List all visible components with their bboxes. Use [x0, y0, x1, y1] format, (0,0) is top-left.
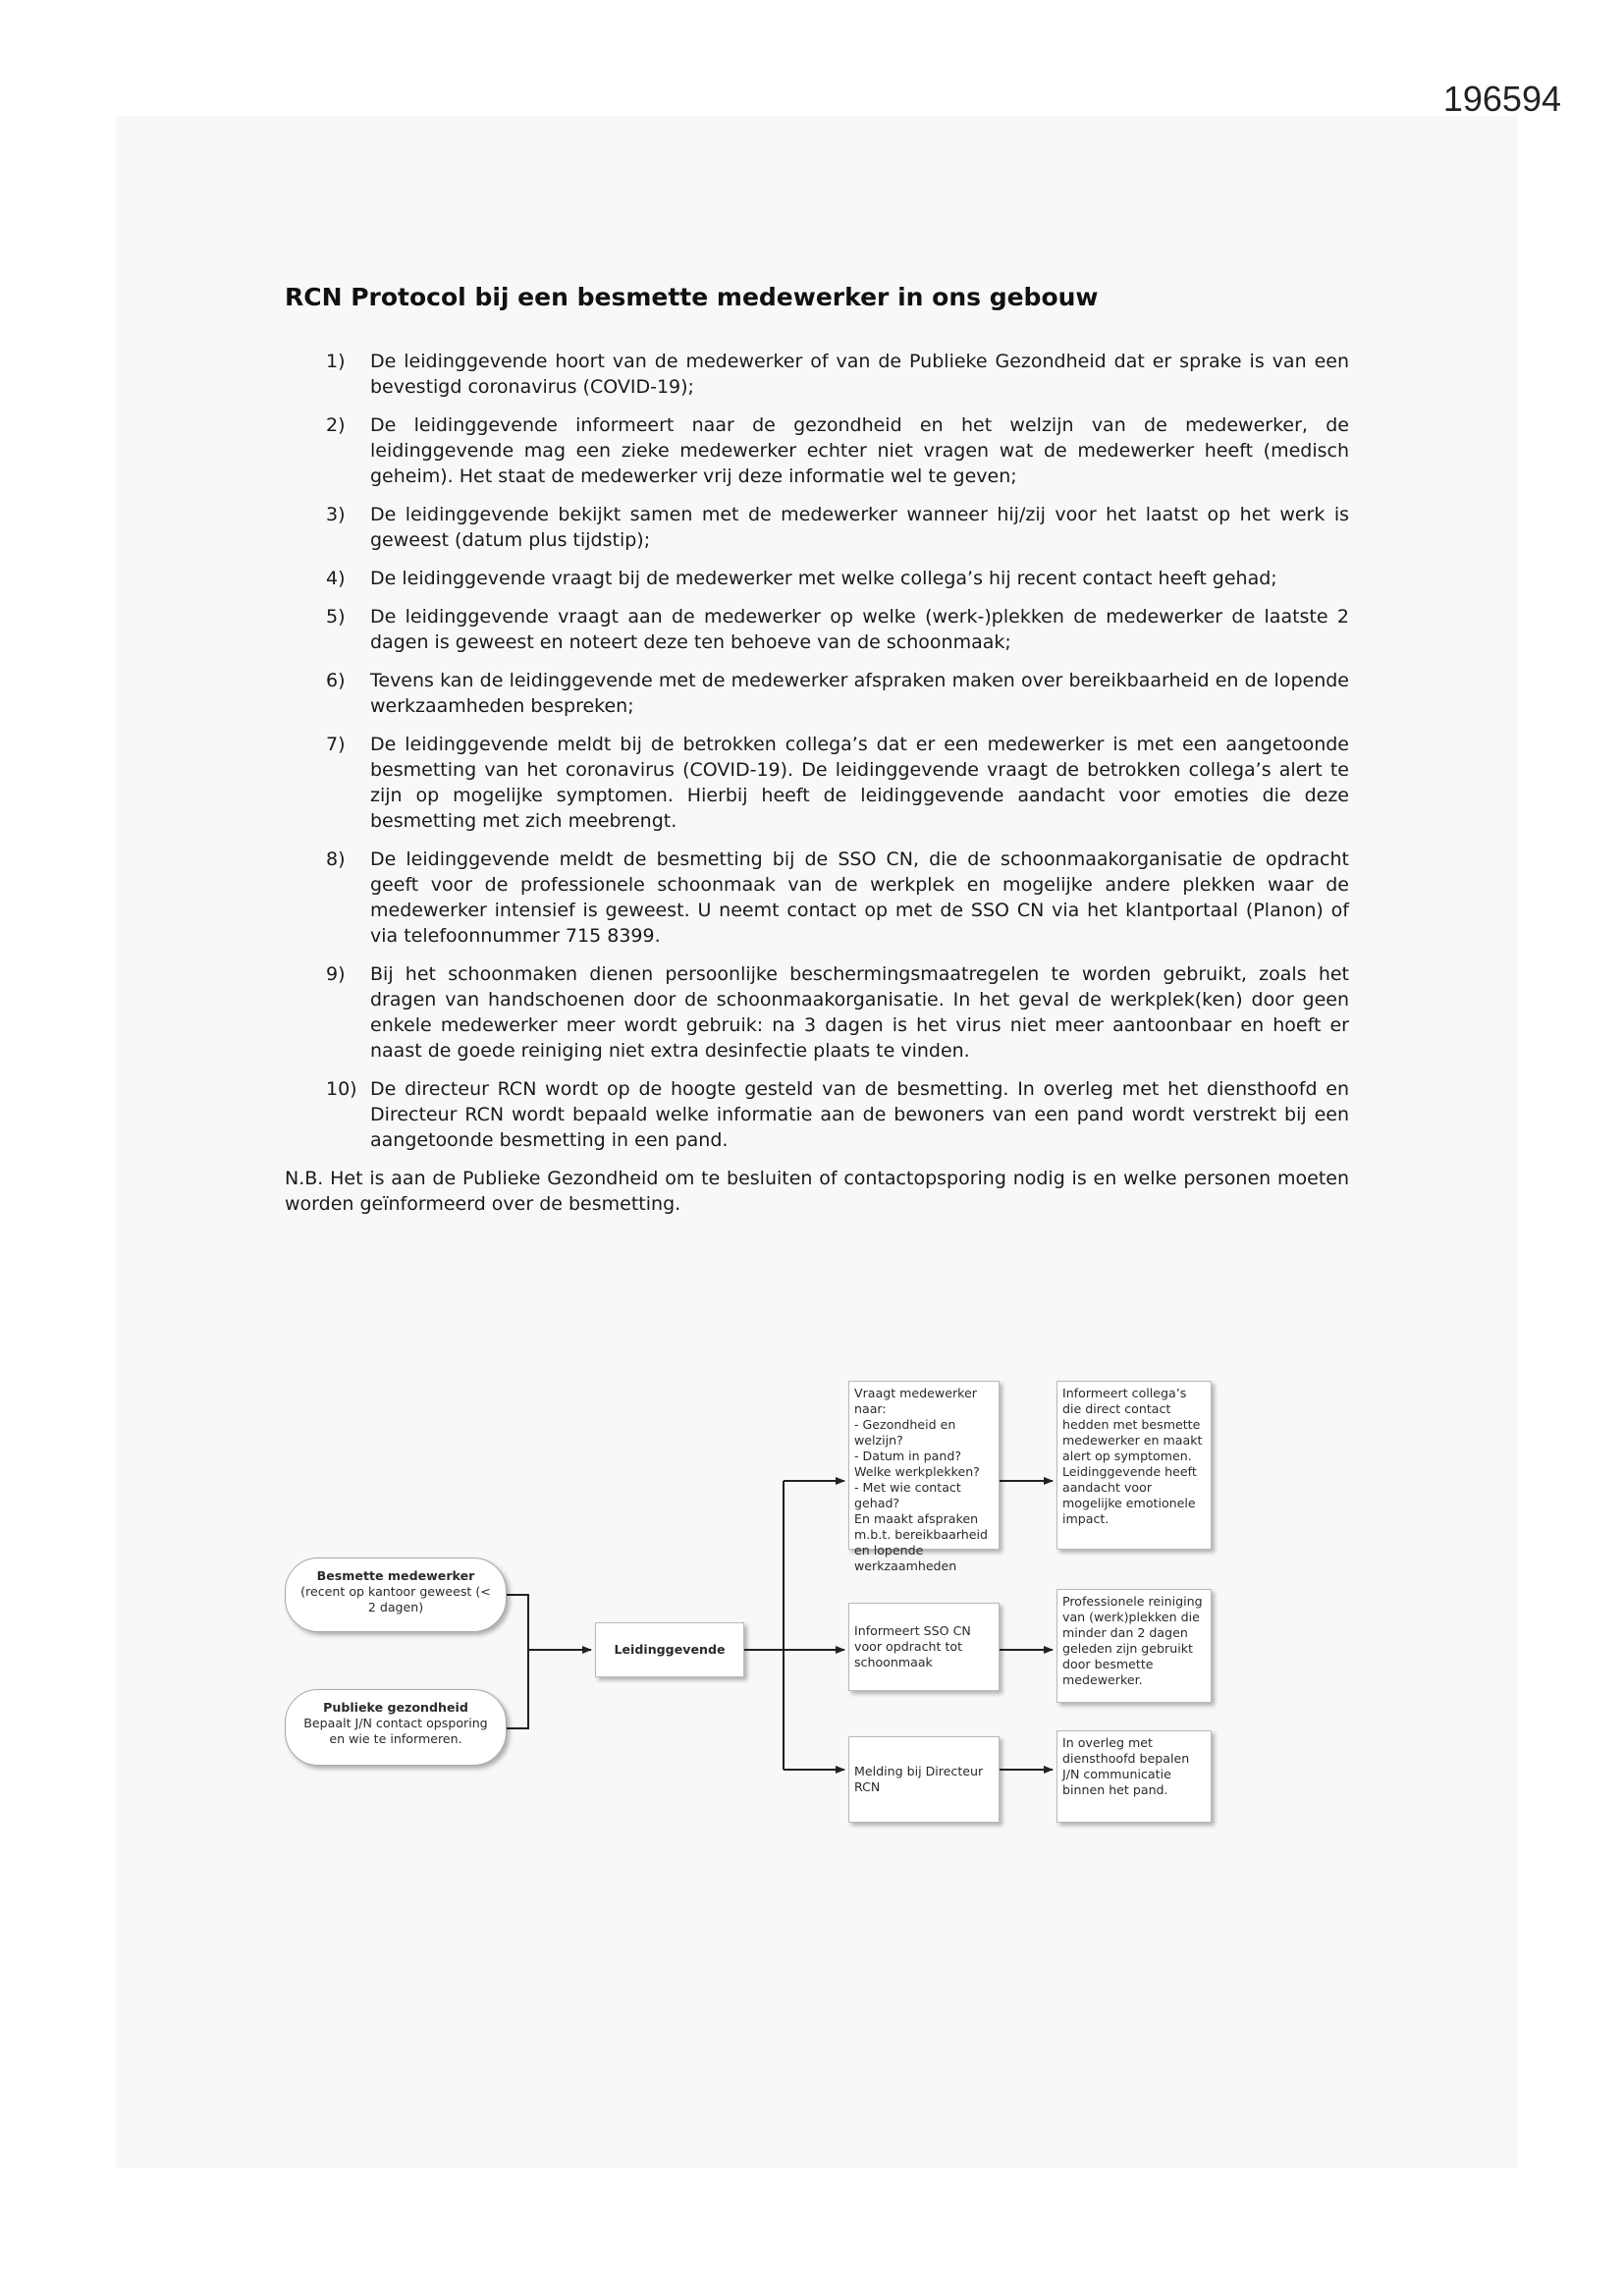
protocol-step [326, 961, 1349, 1064]
step-number: 1) [326, 351, 346, 372]
protocol-step [326, 1076, 1349, 1153]
step-text: De leidinggevende informeert naar de gezondheid en het welzijn van de medewerker, de leidinggevende mag een zieke medewerker echter niet vragen wat de medewerker heeft (medisch geheim). Het staat de medewerker vrij deze informatie wel te geven; [370, 414, 1349, 487]
pill-infected-employee [285, 1558, 507, 1632]
box-inform-sso: Informeert SSO CN voor opdracht tot schoonmaak [848, 1603, 1000, 1691]
pill-infected-text: (recent op kantoor geweest (< 2 dagen) [300, 1584, 491, 1614]
connector-infected [507, 1595, 528, 1667]
protocol-step [326, 604, 1349, 655]
step-number: 4) [326, 568, 346, 589]
box-ask-employee: Vraagt medewerker naar: - Gezondheid en welzijn? - Datum in pand? Welke werkplekken? - Met wie contact gehad? En maakt afspraken m.b.t. bereikbaarheid en lopende werkzaamheden [848, 1381, 1000, 1550]
step-text: De leidinggevende vraagt bij de medewerker met welke collega’s hij recent contact heeft gehad; [370, 568, 1277, 589]
pill-public-health [285, 1689, 507, 1766]
pill-public-health-text: Bepaalt J/N contact opsporing en wie te informeren. [303, 1716, 488, 1746]
document-body [285, 283, 1349, 1235]
step-number: 2) [326, 414, 346, 436]
protocol-step [326, 847, 1349, 949]
protocol-step [326, 412, 1349, 489]
pill-infected-title: Besmette medewerker [316, 1568, 475, 1583]
box-inform-colleagues: Informeert collega’s die direct contact hedden met besmette medewerker en maakt alert op symptomen. Leidinggevende heeft aandacht voor mogelijke emotionele impact. [1056, 1381, 1212, 1550]
box-consult: In overleg met diensthoofd bepalen J/N communicatie binnen het pand. [1056, 1730, 1212, 1823]
step-text: Bij het schoonmaken dienen persoonlijke beschermingsmaatregelen te worden gebruikt, zoals het dragen van handschoenen door de schoonmaakorganisatie. In het geval de werkplek(ken) door geen enkele medewerker meer wordt gebruik: na 3 dagen is het virus niet meer aantoonbaar en hoeft er naast de goede reiniging niet extra desinfectie plaats te vinden. [370, 963, 1349, 1062]
step-text: De leidinggevende vraagt aan de medewerker op welke (werk-)plekken de medewerker de laatste 2 dagen is geweest en noteert deze ten behoeve van de schoonmaak; [370, 606, 1349, 653]
step-number: 8) [326, 848, 346, 870]
protocol-flowchart [285, 1381, 1349, 1823]
step-number: 7) [326, 734, 346, 755]
pill-public-health-title: Publieke gezondheid [323, 1700, 468, 1715]
connector-public-health [507, 1667, 528, 1728]
step-number: 6) [326, 670, 346, 691]
box-report-director: Melding bij Directeur RCN [848, 1736, 1000, 1823]
protocol-step [326, 566, 1349, 591]
protocol-step [326, 668, 1349, 719]
document-number: 196594 [1442, 79, 1561, 119]
step-number: 3) [326, 504, 346, 525]
step-text: Tevens kan de leidinggevende met de medewerker afspraken maken over bereikbaarheid en de lopende werkzaamheden bespreken; [370, 670, 1349, 717]
box-manager: Leidinggevende [595, 1622, 744, 1677]
document-title: RCN Protocol bij een besmette medewerker in ons gebouw [285, 283, 1099, 311]
step-number: 10) [326, 1078, 357, 1100]
step-text: De leidinggevende bekijkt samen met de medewerker wanneer hij/zij voor het laatst op het werk is geweest (datum plus tijdstip); [370, 504, 1349, 551]
protocol-step [326, 349, 1349, 400]
note-nb: N.B. Het is aan de Publieke Gezondheid om te besluiten of contactopsporing nodig is en welke personen moeten worden geïnformeerd over de besmetting. [285, 1168, 1349, 1215]
step-number: 9) [326, 963, 346, 985]
step-text: De directeur RCN wordt op de hoogte gesteld van de besmetting. In overleg met het diensthoofd en Directeur RCN wordt bepaald welke informatie aan de bewoners van een pand wordt verstrekt bij een aangetoonde besmetting in een pand. [370, 1078, 1349, 1151]
step-number: 5) [326, 606, 346, 628]
protocol-steps [285, 349, 1349, 1153]
box-cleaning: Professionele reiniging van (werk)plekken die minder dan 2 dagen geleden zijn gebruikt door besmette medewerker. [1056, 1589, 1212, 1703]
protocol-step [326, 732, 1349, 834]
protocol-step [326, 502, 1349, 553]
step-text: De leidinggevende meldt de besmetting bij de SSO CN, die de schoonmaakorganisatie de opdracht geeft voor de professionele schoonmaak van de werkplek en mogelijke andere plekken waar de medewerker intensief is geweest. U neemt contact op met de SSO CN via het klantportaal (Planon) of via telefoonnummer 715 8399. [370, 848, 1349, 947]
step-text: De leidinggevende hoort van de medewerker of van de Publieke Gezondheid dat er sprake is van een bevestigd coronavirus (COVID-19); [370, 351, 1349, 398]
step-text: De leidinggevende meldt bij de betrokken collega’s dat er een medewerker is met een aangetoonde besmetting van het coronavirus (COVID-19). De leidinggevende vraagt de betrokken collega’s alert te zijn op mogelijke symptomen. Hierbij heeft de leidinggevende aandacht voor emoties die deze besmetting met zich meebrengt. [370, 734, 1349, 832]
